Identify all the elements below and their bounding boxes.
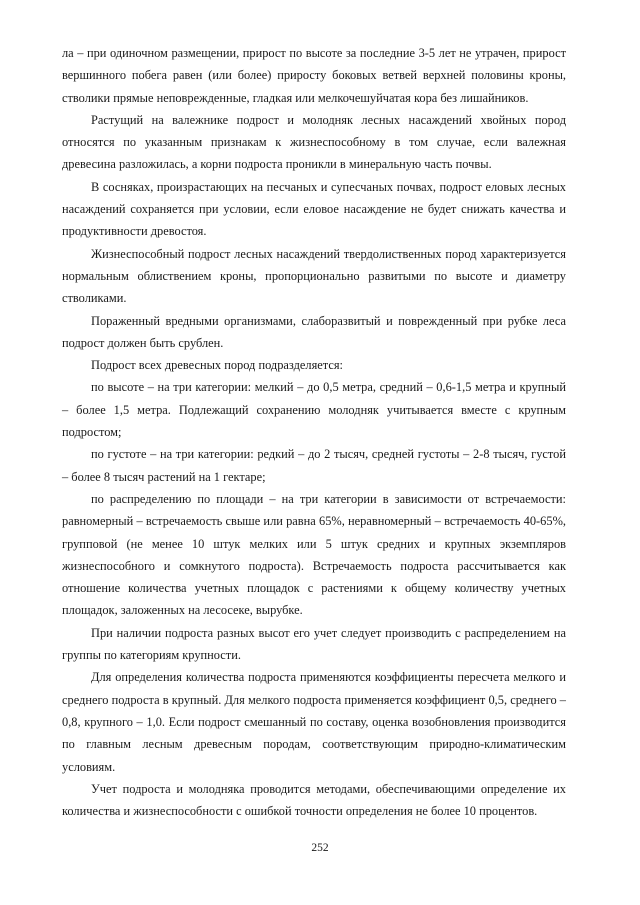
paragraph-5: Пораженный вредными организмами, слаборазвитый и поврежденный при рубке леса подрост должен быть срублен. — [62, 313, 566, 350]
paragraph-3: В сосняках, произрастающих на песчаных и супесчаных почвах, подрост еловых лесных насаждений сохраняется при условии, если еловое насаждение не будет снижать качества и продуктивности древостоя. — [62, 179, 566, 239]
paragraph-11: Для определения количества подроста применяются коэффициенты пересчета мелкого и среднего подроста в крупный. Для мелкого подроста применяется коэффициент 0,5, среднего – 0,8, крупного – 1,0. Если подрост смешанный по составу, оценка возобновления производится по главным лесным древесным породам, соответствующим природно-климатическим условиям. — [62, 670, 566, 774]
page-number: 252 — [311, 842, 329, 854]
paragraph-7: по высоте – на три категории: мелкий – до 0,5 метра, средний – 0,6-1,5 метра и крупный – более 1,5 метра. Подлежащий сохранению молодняк учитывается вместе с крупным подростом; — [62, 380, 566, 440]
paragraph-1: ла – при одиночном размещении, прирост по высоте за последние 3-5 лет не утрачен, прирост вершинного побега равен (или более) приросту боковых ветвей верхней половины кроны, стволики прямые неповрежденные, гладкая или мелкочешуйчатая кора без лишайников. — [62, 46, 566, 105]
paragraph-8: по густоте – на три категории: редкий – до 2 тысяч, средней густоты – 2-8 тысяч, густой – более 8 тысяч растений на 1 гектаре; — [62, 447, 566, 484]
paragraph-4: Жизнеспособный подрост лесных насаждений твердолиственных пород характеризуется нормальным облиствением кроны, пропорционально развитыми по высоте и диаметру стволиками. — [62, 246, 566, 306]
paragraph-12: Учет подроста и молодняка проводится методами, обеспечивающими определение их количества и жизнеспособности с ошибкой точности определения не более 10 процентов. — [62, 781, 566, 819]
paragraph-6: Подрост всех древесных пород подразделяется: — [91, 358, 343, 373]
body-text — [62, 42, 566, 822]
paragraph-2: Растущий на валежнике подрост и молодняк лесных насаждений хвойных пород относятся по указанным признакам к жизнеспособному в том случае, если валежная древесина разложилась, а корни подроста проникли в минеральную часть почвы. — [62, 112, 566, 172]
paragraph-9: по распределению по площади – на три категории в зависимости от встречаемости: равномерный – встречаемость свыше или равна 65%, неравномерный – встречаемость 40-65%, групповой (не менее 10 штук мелких или 5 штук средних и крупных экземпляров жизнеспособного и сомкнутого подроста). Встречаемость подроста рассчитывается как отношение количества учетных площадок с растениями к общему количеству учетных площадок, заложенных на лесосеке, вырубке. — [62, 491, 566, 618]
paragraph-10: При наличии подроста разных высот его учет следует производить с распределением на группы по категориям крупности. — [62, 625, 566, 663]
